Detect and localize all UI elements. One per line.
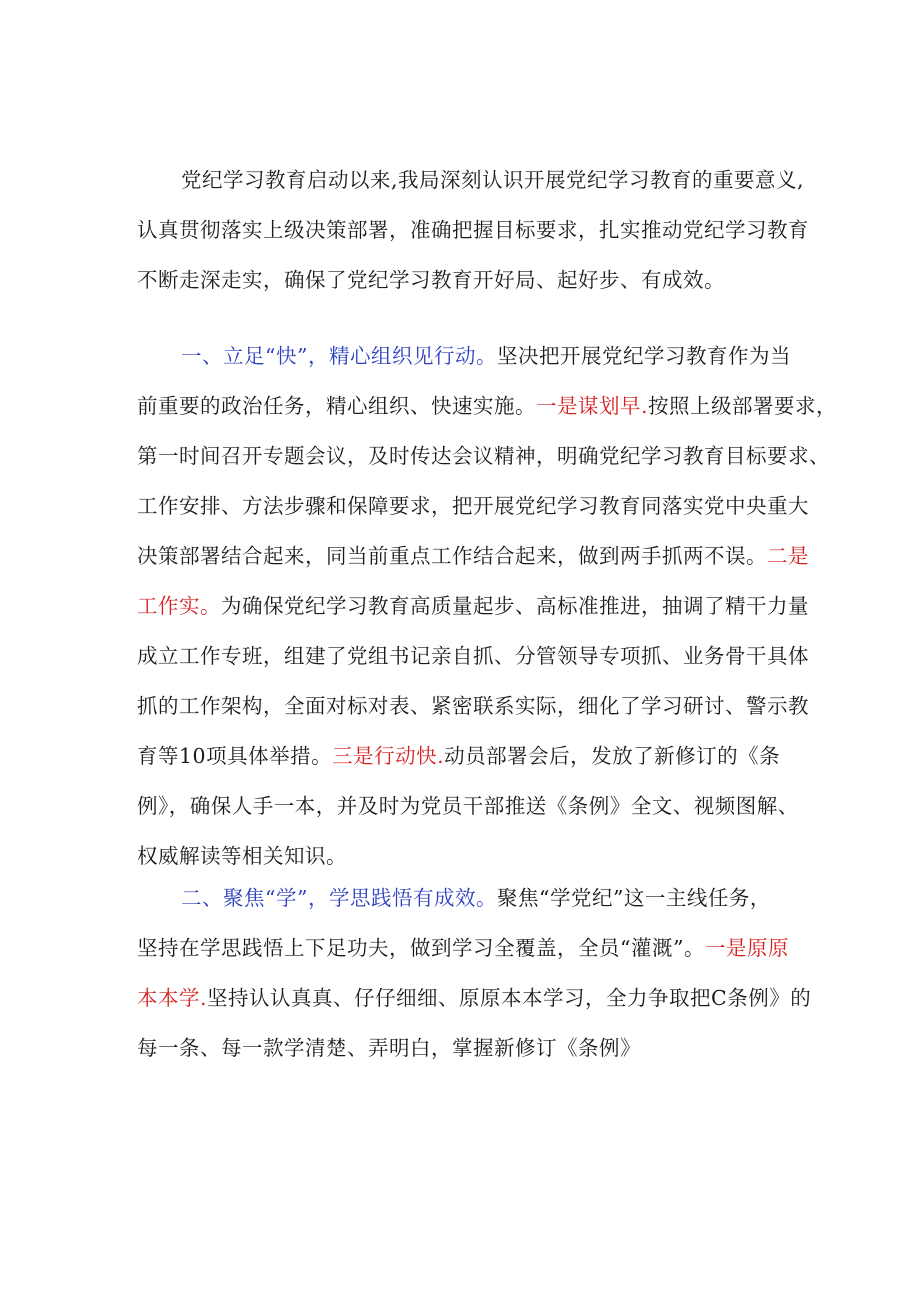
section-1-line: 权威解读等相关知识。 xyxy=(137,844,347,868)
intro-paragraph xyxy=(137,155,809,305)
section-1-line: 抓的工作架构，全面对标对表、紧密联系实际，细化了学习研讨、警示教 xyxy=(137,694,809,718)
point-1-label: 本本学. xyxy=(137,986,208,1010)
section-1-line xyxy=(137,531,809,581)
section-1-text: 动员部署会后，发放了新修订的《条 xyxy=(444,744,781,768)
section-2-line: 每一条、每一款学清楚、弄明白，掌握新修订《条例》 xyxy=(137,1036,641,1060)
point-1-label: 一是谋划早. xyxy=(536,394,649,418)
section-2-line xyxy=(137,873,797,923)
section-1-line xyxy=(137,331,797,381)
point-3-label: 三是行动快. xyxy=(332,744,445,768)
point-2-label: 二是 xyxy=(767,544,809,568)
section-2-text: 坚持认认真真、仔仔细细、原原本本学习，全力争取把C条例》的 xyxy=(207,986,812,1010)
section-2-text: 坚持在学思践悟上下足功夫，做到学习全覆盖，全员“灌溉”。 xyxy=(137,936,705,960)
intro-line: 不断走深走实，确保了党纪学习教育开好局、起好步、有成效。 xyxy=(137,268,725,292)
intro-line: 认真贯彻落实上级决策部署，准确把握目标要求，扎实推动党纪学习教育 xyxy=(137,218,809,242)
section-2-line xyxy=(137,973,812,1023)
point-1-label: 一是原原 xyxy=(704,936,789,960)
section-1-heading: 一、立足“快”，精心组织见行动。 xyxy=(181,344,497,368)
section-2-line xyxy=(137,923,797,973)
section-2-paragraph xyxy=(137,873,812,1073)
section-1-text: 前重要的政治任务，精心组织、快速实施。 xyxy=(137,394,536,418)
section-1-text: 为确保党纪学习教育高质量起步、高标准推进，抽调了精干力量 xyxy=(221,594,809,618)
section-1-line: 第一时间召开专题会议，及时传达会议精神，明确党纪学习教育目标要求、 xyxy=(137,444,830,468)
section-1-line: 成立工作专班，组建了党组书记亲自抓、分管领导专项抓、业务骨干具体 xyxy=(137,644,809,668)
section-1-line xyxy=(137,731,797,781)
section-2-heading: 二、聚焦“学”，学思践悟有成效。 xyxy=(181,886,497,910)
section-1-text: 决策部署结合起来，同当前重点工作结合起来，做到两手抓两不误。 xyxy=(137,544,767,568)
section-1-line: 例》，确保人手一本，并及时为党员干部推送《条例》全文、视频图解、 xyxy=(137,794,799,818)
section-1-text: 育等10项具体举措。 xyxy=(137,744,333,768)
section-1-line: 工作安排、方法步骤和保障要求，把开展党纪学习教育同落实党中央重大 xyxy=(137,494,809,518)
section-1-text: 坚决把开展党纪学习教育作为当 xyxy=(496,344,791,368)
section-1-paragraph xyxy=(137,331,838,881)
section-1-line xyxy=(137,581,809,631)
section-1-line xyxy=(137,381,838,431)
section-2-text: 聚焦“学党纪”这一主线任务， xyxy=(496,886,771,910)
intro-line: 党纪学习教育启动以来,我局深刻认识开展党纪学习教育的重要意义, xyxy=(181,168,805,192)
section-1-text: 按照上级部署要求， xyxy=(648,394,838,418)
point-2-label: 工作实。 xyxy=(137,594,221,618)
